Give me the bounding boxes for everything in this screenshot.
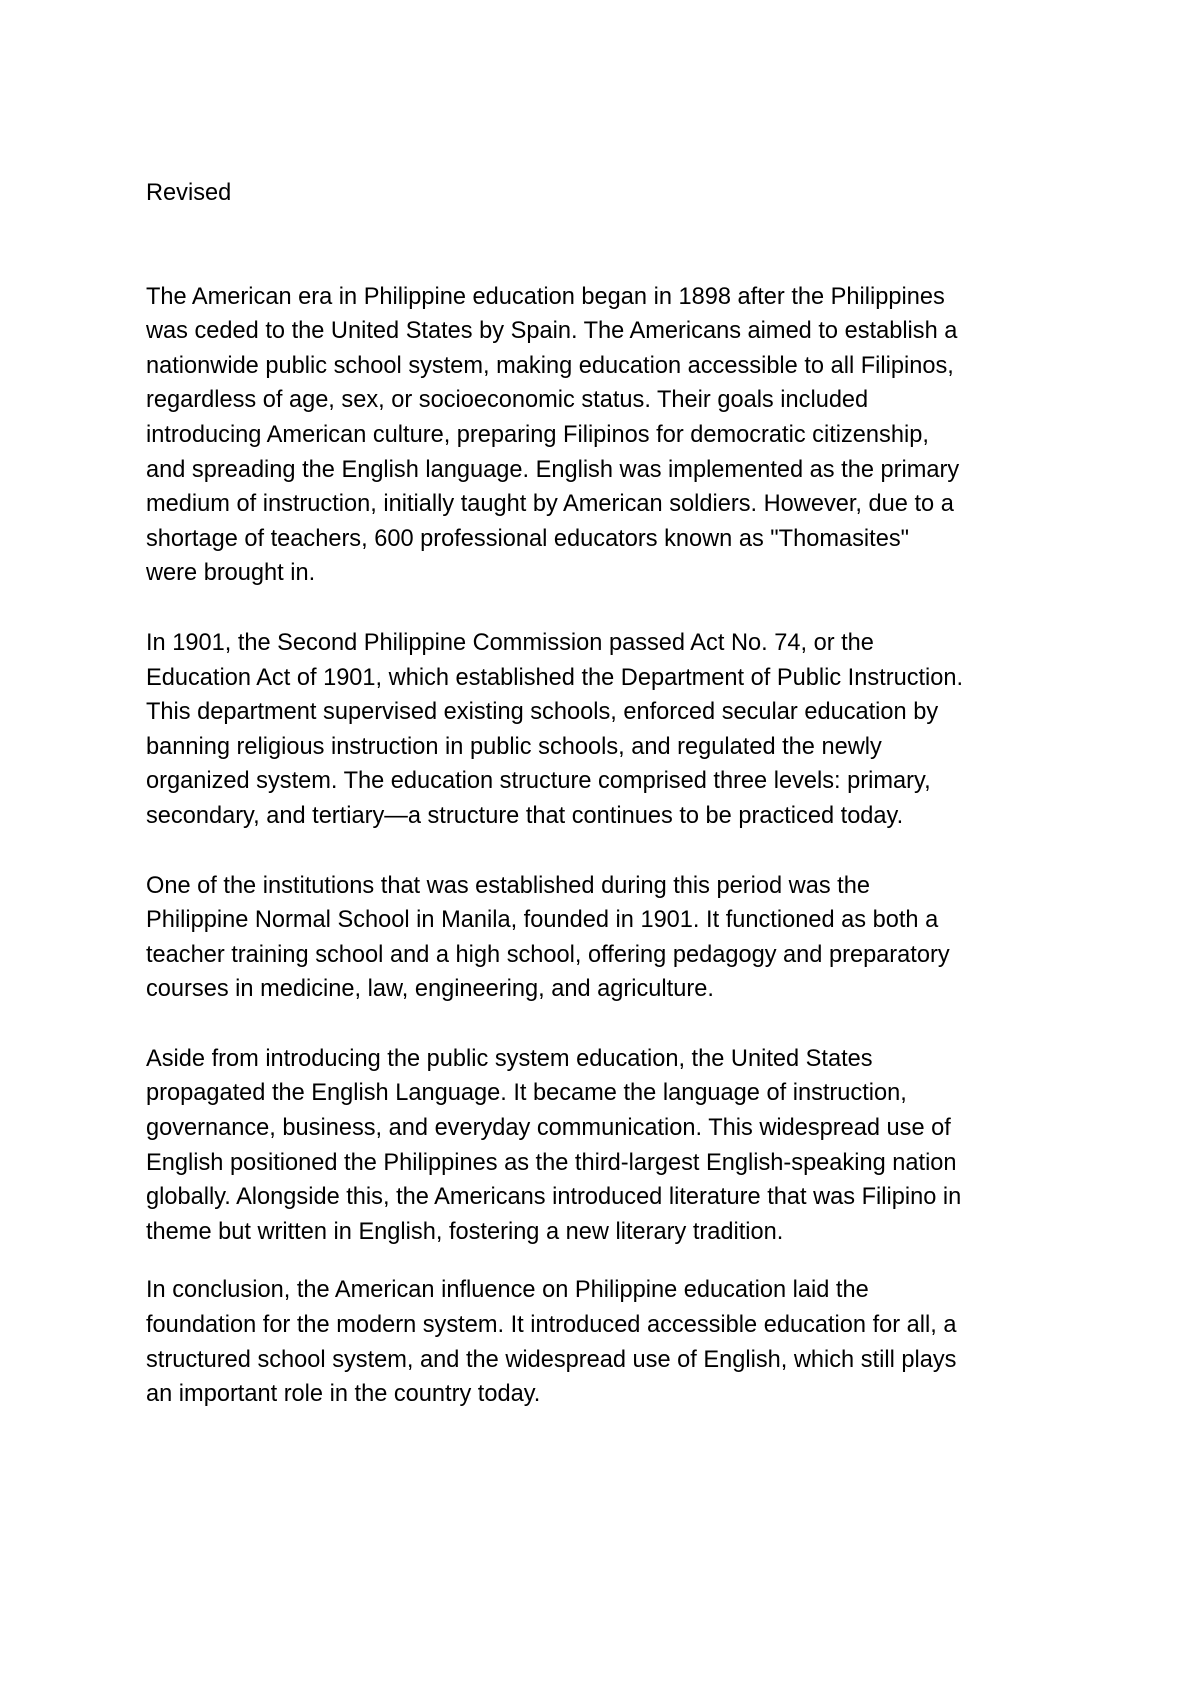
paragraph-english-language — [146, 1042, 1076, 1250]
text-line: was ceded to the United States by Spain. The Americans aimed to establish a — [146, 318, 958, 345]
text-line: The American era in Philippine education began in 1898 after the Philippines — [146, 283, 945, 310]
paragraph-american-era — [146, 280, 1076, 591]
text-line: propagated the English Language. It became the language of instruction, — [146, 1080, 907, 1107]
text-line: medium of instruction, initially taught by American soldiers. However, due to a — [146, 491, 954, 518]
paragraph-education-act — [146, 626, 1076, 834]
text-line: and spreading the English language. English was implemented as the primary — [146, 456, 960, 483]
text-line: In 1901, the Second Philippine Commission passed Act No. 74, or the — [146, 629, 874, 656]
document-label: Revised — [146, 180, 232, 206]
text-line: One of the institutions that was established during this period was the — [146, 872, 870, 899]
text-line: secondary, and tertiary—a structure that continues to be practiced today. — [146, 802, 904, 829]
text-line: English positioned the Philippines as the third-largest English-speaking nation — [146, 1149, 957, 1176]
text-line: foundation for the modern system. It introduced accessible education for all, a — [146, 1312, 957, 1339]
text-line: regardless of age, sex, or socioeconomic status. Their goals included — [146, 387, 869, 414]
text-line: Aside from introducing the public system education, the United States — [146, 1045, 873, 1072]
text-line: theme but written in English, fostering a new literary tradition. — [146, 1218, 784, 1245]
text-line: Philippine Normal School in Manila, founded in 1901. It functioned as both a — [146, 907, 939, 934]
text-line: Education Act of 1901, which established the Department of Public Instruction. — [146, 664, 964, 691]
text-line: In conclusion, the American influence on Philippine education laid the — [146, 1277, 869, 1304]
text-line: globally. Alongside this, the Americans introduced literature that was Filipino in — [146, 1184, 962, 1211]
text-line: organized system. The education structure comprised three levels: primary, — [146, 768, 931, 795]
paragraph-normal-school — [146, 869, 1076, 1007]
text-line: teacher training school and a high school, offering pedagogy and preparatory — [146, 941, 950, 968]
text-line: This department supervised existing schools, enforced secular education by — [146, 699, 939, 726]
text-line: nationwide public school system, making education accessible to all Filipinos, — [146, 352, 954, 379]
text-line: courses in medicine, law, engineering, and agriculture. — [146, 976, 714, 1003]
text-line: were brought in. — [146, 560, 316, 587]
text-line: governance, business, and everyday communication. This widespread use of — [146, 1115, 951, 1142]
text-line: introducing American culture, preparing Filipinos for democratic citizenship, — [146, 421, 929, 448]
text-line: shortage of teachers, 600 professional educators known as "Thomasites" — [146, 525, 909, 552]
document-body — [146, 176, 1076, 1447]
text-line: an important role in the country today. — [146, 1381, 541, 1408]
paragraph-conclusion — [146, 1273, 1076, 1411]
text-line: banning religious instruction in public schools, and regulated the newly — [146, 733, 882, 760]
text-line: structured school system, and the widespread use of English, which still plays — [146, 1346, 957, 1373]
